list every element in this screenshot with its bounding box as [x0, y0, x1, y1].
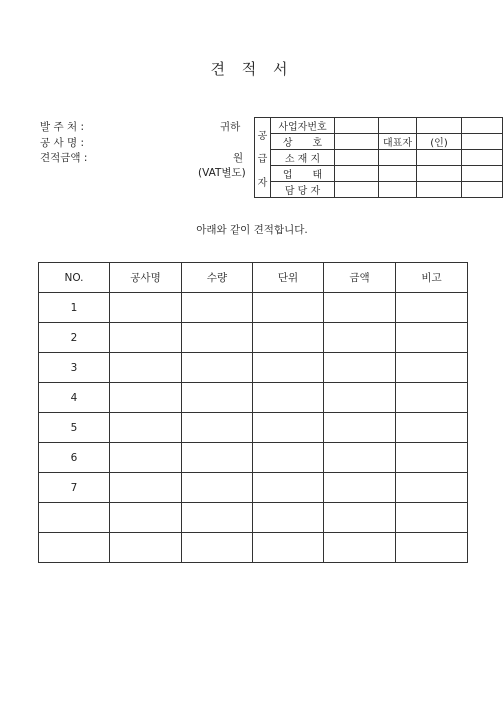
supplier-row-contact-person — [255, 182, 503, 198]
cell-amount[interactable] — [324, 323, 396, 353]
cell-amount[interactable] — [324, 443, 396, 473]
cell-unit[interactable] — [253, 533, 324, 563]
supplier-row-address — [255, 150, 503, 166]
supplier-value-cell[interactable] — [335, 150, 379, 166]
cell-remarks[interactable] — [396, 353, 468, 383]
table-row — [39, 473, 468, 503]
cell-quantity[interactable] — [182, 353, 253, 383]
supplier-side-label — [255, 118, 271, 198]
table-row — [39, 503, 468, 533]
cell-remarks[interactable] — [396, 533, 468, 563]
cell-unit[interactable] — [253, 443, 324, 473]
items-header-row — [39, 263, 468, 293]
cell-project[interactable] — [110, 293, 182, 323]
representative-label: 대표자 — [379, 134, 417, 150]
supplier-row-label: 사업자번호 — [271, 118, 335, 134]
vat-note: (VAT별도) — [198, 167, 246, 179]
cell-quantity[interactable] — [182, 503, 253, 533]
cell-no: 6 — [39, 443, 110, 473]
column-header-unit: 단위 — [253, 263, 324, 293]
supplier-value-cell[interactable] — [379, 166, 417, 182]
supplier-row-label: 담 당 자 — [271, 182, 335, 198]
cell-project[interactable] — [110, 323, 182, 353]
cell-no: 5 — [39, 413, 110, 443]
supplier-value-cell[interactable] — [462, 118, 503, 134]
cell-project[interactable] — [110, 353, 182, 383]
column-header-amount: 금액 — [324, 263, 396, 293]
cell-remarks[interactable] — [396, 473, 468, 503]
cell-unit[interactable] — [253, 503, 324, 533]
cell-no: 2 — [39, 323, 110, 353]
cell-no: 1 — [39, 293, 110, 323]
supplier-side-char: 공 — [257, 130, 268, 142]
cell-unit[interactable] — [253, 383, 324, 413]
supplier-value-cell[interactable] — [335, 134, 379, 150]
supplier-row-business-type — [255, 166, 503, 182]
cell-no — [39, 503, 110, 533]
supplier-row-business-number — [255, 118, 503, 134]
table-row — [39, 293, 468, 323]
cell-amount[interactable] — [324, 383, 396, 413]
cell-quantity[interactable] — [182, 473, 253, 503]
column-header-project: 공사명 — [110, 263, 182, 293]
supplier-row-label: 상 호 — [271, 134, 335, 150]
quote-amount-label: 견적금액 : — [40, 152, 88, 164]
table-row — [39, 323, 468, 353]
cell-amount[interactable] — [324, 503, 396, 533]
supplier-value-cell[interactable] — [335, 166, 379, 182]
supplier-value-cell[interactable] — [462, 150, 503, 166]
client-label: 발 주 처 : — [40, 121, 84, 133]
cell-project[interactable] — [110, 413, 182, 443]
supplier-value-cell[interactable] — [335, 118, 379, 134]
supplier-value-cell[interactable] — [417, 150, 462, 166]
cell-amount[interactable] — [324, 533, 396, 563]
cell-remarks[interactable] — [396, 413, 468, 443]
supplier-side-char: 급 — [257, 154, 268, 165]
cell-quantity[interactable] — [182, 533, 253, 563]
supplier-value-cell[interactable] — [379, 118, 417, 134]
cell-no — [39, 533, 110, 563]
table-row — [39, 413, 468, 443]
cell-unit[interactable] — [253, 293, 324, 323]
cell-quantity[interactable] — [182, 413, 253, 443]
cell-project[interactable] — [110, 503, 182, 533]
supplier-row-label: 소 재 지 — [271, 150, 335, 166]
cell-unit[interactable] — [253, 473, 324, 503]
cell-unit[interactable] — [253, 323, 324, 353]
supplier-value-cell[interactable] — [417, 182, 462, 198]
cell-remarks[interactable] — [396, 293, 468, 323]
cell-unit[interactable] — [253, 413, 324, 443]
supplier-row-company-name — [255, 134, 503, 150]
column-header-remarks: 비고 — [396, 263, 468, 293]
column-header-quantity: 수량 — [182, 263, 253, 293]
cell-no: 3 — [39, 353, 110, 383]
supplier-value-cell[interactable] — [335, 182, 379, 198]
table-row — [39, 443, 468, 473]
project-name-label: 공 사 명 : — [40, 137, 84, 149]
supplier-info-table — [254, 117, 503, 198]
supplier-value-cell[interactable] — [379, 182, 417, 198]
table-row — [39, 353, 468, 383]
cell-quantity[interactable] — [182, 293, 253, 323]
supplier-row-label: 업 태 — [271, 166, 335, 182]
cell-remarks[interactable] — [396, 443, 468, 473]
cell-remarks[interactable] — [396, 323, 468, 353]
cell-amount[interactable] — [324, 293, 396, 323]
cell-no: 4 — [39, 383, 110, 413]
cell-quantity[interactable] — [182, 383, 253, 413]
cell-amount[interactable] — [324, 413, 396, 443]
supplier-value-cell[interactable] — [462, 166, 503, 182]
supplier-value-cell[interactable] — [417, 118, 462, 134]
cell-no: 7 — [39, 473, 110, 503]
cell-project[interactable] — [110, 533, 182, 563]
cell-amount[interactable] — [324, 353, 396, 383]
document-title: 견 적 서 — [210, 60, 294, 78]
currency-unit: 원 — [233, 152, 244, 164]
table-row — [39, 533, 468, 563]
cell-project[interactable] — [110, 443, 182, 473]
supplier-value-cell[interactable] — [462, 182, 503, 198]
seal-label: (인) — [417, 134, 462, 150]
cell-quantity[interactable] — [182, 443, 253, 473]
cell-project[interactable] — [110, 473, 182, 503]
cell-remarks[interactable] — [396, 383, 468, 413]
cell-unit[interactable] — [253, 353, 324, 383]
items-table — [38, 262, 468, 563]
supplier-side-char: 자 — [257, 177, 268, 189]
cell-remarks[interactable] — [396, 503, 468, 533]
supplier-value-cell[interactable] — [379, 150, 417, 166]
cell-quantity[interactable] — [182, 323, 253, 353]
cell-project[interactable] — [110, 383, 182, 413]
supplier-value-cell[interactable] — [462, 134, 503, 150]
cell-amount[interactable] — [324, 473, 396, 503]
honorific-text: 귀하 — [220, 121, 241, 133]
column-header-no: NO. — [39, 263, 110, 293]
supplier-value-cell[interactable] — [417, 166, 462, 182]
intro-text: 아래와 같이 견적합니다. — [196, 224, 308, 236]
table-row — [39, 383, 468, 413]
